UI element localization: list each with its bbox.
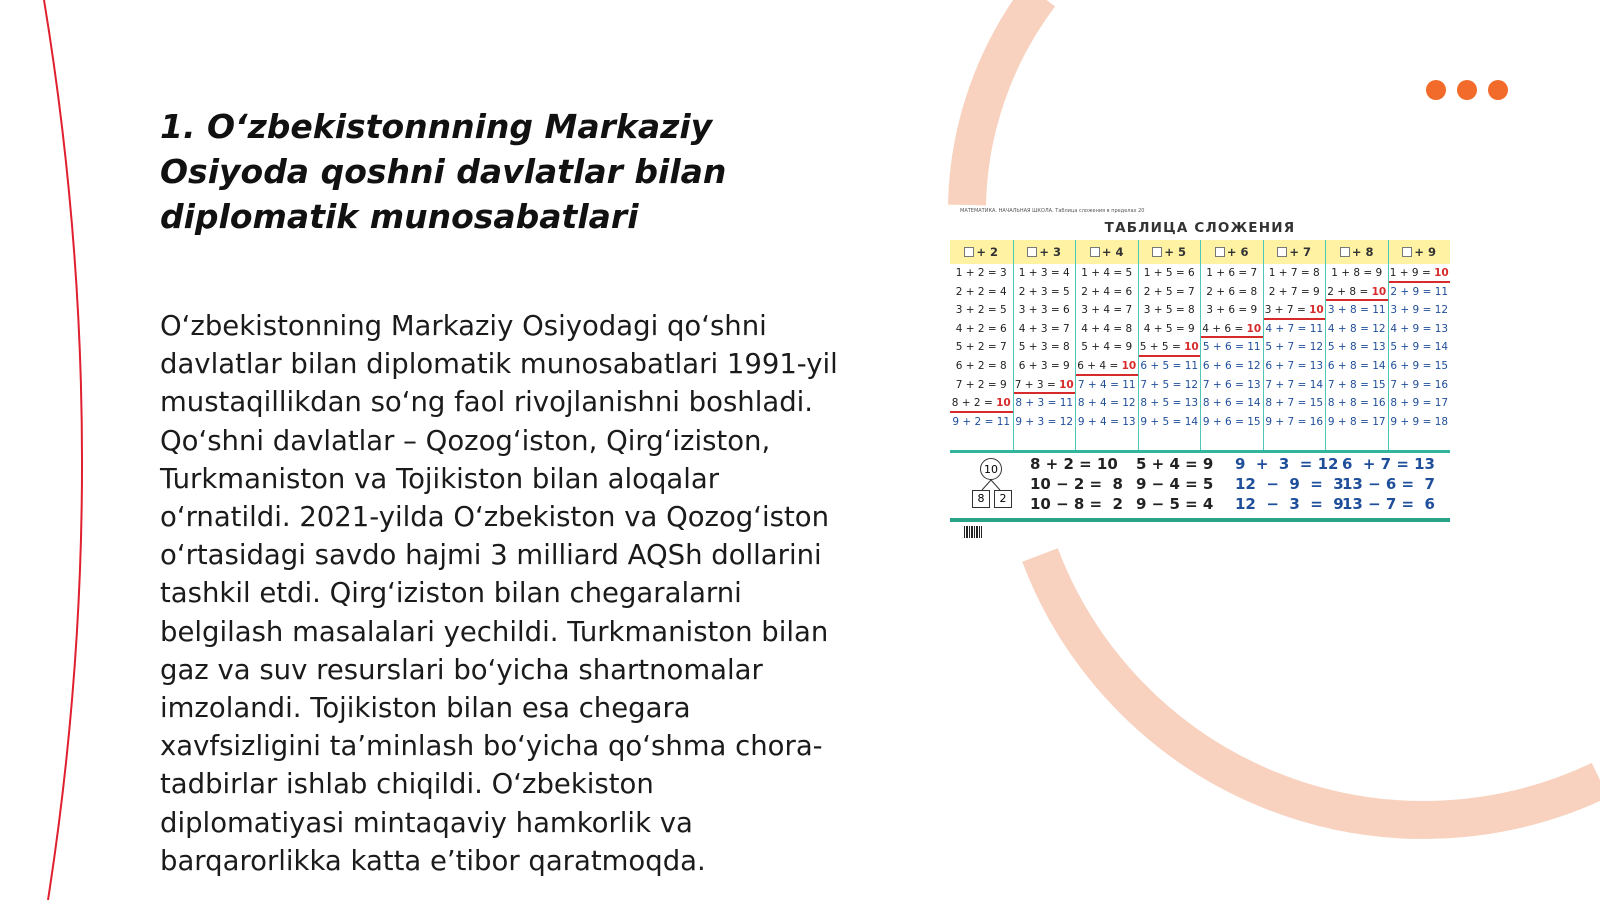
addition-column bbox=[950, 240, 1013, 452]
poster-title: ТАБЛИЦА СЛОЖЕНИЯ bbox=[1104, 220, 1296, 236]
addition-fact: 2 + 7 = 9 bbox=[1268, 285, 1320, 298]
addition-fact: 6 + 4 = 10 bbox=[1076, 357, 1138, 376]
left-accent-curve bbox=[44, 0, 82, 900]
addition-fact: 1 + 7 = 8 bbox=[1268, 267, 1320, 279]
addition-fact: 8 + 2 = 10 bbox=[950, 394, 1013, 413]
column-header: + 2 bbox=[950, 240, 1013, 264]
addition-fact: 4 + 9 = 13 bbox=[1390, 322, 1449, 335]
whole-number-circle: 10 bbox=[980, 458, 1002, 480]
column-header: + 6 bbox=[1201, 240, 1263, 264]
orange-ring-arc-lower bbox=[1040, 555, 1600, 820]
addition-fact: 2 + 3 = 5 bbox=[1018, 285, 1070, 298]
addition-column bbox=[1388, 240, 1451, 452]
equation-line: 10 − 8 = 2 bbox=[1030, 495, 1123, 513]
addition-fact: 5 + 7 = 12 bbox=[1265, 341, 1324, 354]
addition-fact: 6 + 9 = 15 bbox=[1390, 359, 1449, 372]
addition-fact: 3 + 9 = 12 bbox=[1390, 304, 1449, 317]
addition-grid bbox=[950, 240, 1450, 452]
addition-fact: 1 + 3 = 4 bbox=[1018, 267, 1070, 279]
addition-fact: 8 + 3 = 11 bbox=[1015, 397, 1074, 410]
orange-ring-arc bbox=[967, 0, 1040, 205]
addition-fact: 5 + 5 = 10 bbox=[1139, 338, 1201, 357]
column-header: + 3 bbox=[1014, 240, 1076, 264]
addition-column bbox=[1263, 240, 1326, 452]
addition-column bbox=[1200, 240, 1263, 452]
addition-column bbox=[1138, 240, 1201, 452]
addition-fact: 4 + 7 = 11 bbox=[1265, 322, 1324, 335]
orange-dot bbox=[1426, 80, 1446, 100]
addition-fact: 6 + 6 = 12 bbox=[1202, 359, 1261, 372]
equation-line: 13 − 7 = 6 bbox=[1342, 495, 1435, 513]
addition-fact: 4 + 3 = 7 bbox=[1018, 322, 1070, 335]
addition-fact: 7 + 5 = 12 bbox=[1140, 378, 1199, 391]
column-header: + 8 bbox=[1326, 240, 1388, 264]
addition-column bbox=[1075, 240, 1138, 452]
addition-fact: 8 + 5 = 13 bbox=[1140, 397, 1199, 410]
equation-line: 9 + 3 = 12 bbox=[1235, 455, 1339, 473]
addition-fact: 8 + 7 = 15 bbox=[1265, 397, 1324, 410]
addition-table-image bbox=[950, 206, 1450, 544]
addition-fact: 6 + 5 = 11 bbox=[1140, 359, 1199, 372]
blank-box-icon bbox=[1277, 247, 1287, 257]
equation-line: 9 − 4 = 5 bbox=[1136, 475, 1214, 493]
equation-line: 6 + 7 = 13 bbox=[1342, 455, 1435, 473]
addition-fact: 7 + 7 = 14 bbox=[1265, 378, 1324, 391]
equation-line: 8 + 2 = 10 bbox=[1030, 455, 1118, 473]
barcode-icon bbox=[964, 526, 982, 538]
equation-line: 12 − 3 = 9 bbox=[1235, 495, 1344, 513]
addition-fact: 9 + 4 = 13 bbox=[1077, 415, 1136, 428]
blank-box-icon bbox=[1090, 247, 1100, 257]
addition-fact: 1 + 2 = 3 bbox=[955, 267, 1007, 279]
addition-fact: 4 + 8 = 12 bbox=[1327, 322, 1386, 335]
addition-fact: 5 + 9 = 14 bbox=[1390, 341, 1449, 354]
addition-fact: 6 + 7 = 13 bbox=[1265, 359, 1324, 372]
divider-line bbox=[950, 450, 1450, 453]
addition-fact: 4 + 4 = 8 bbox=[1081, 322, 1133, 335]
addition-fact: 2 + 8 = 10 bbox=[1326, 283, 1388, 302]
addition-fact: 7 + 9 = 16 bbox=[1390, 378, 1449, 391]
example-equations bbox=[1030, 454, 1123, 514]
column-header: + 4 bbox=[1076, 240, 1138, 264]
addition-fact: 3 + 2 = 5 bbox=[955, 304, 1007, 317]
equation-line: 13 − 6 = 7 bbox=[1342, 475, 1435, 493]
addition-column bbox=[1325, 240, 1388, 452]
addition-fact: 8 + 6 = 14 bbox=[1202, 397, 1261, 410]
blank-box-icon bbox=[1402, 247, 1412, 257]
number-decomposition bbox=[968, 456, 1018, 514]
equation-line: 12 − 9 = 3 bbox=[1235, 475, 1344, 493]
addition-fact: 3 + 3 = 6 bbox=[1018, 304, 1070, 317]
example-equations bbox=[1342, 454, 1435, 514]
addition-fact: 9 + 7 = 16 bbox=[1265, 415, 1324, 428]
addition-fact: 9 + 9 = 18 bbox=[1390, 415, 1449, 428]
addition-fact: 4 + 2 = 6 bbox=[955, 322, 1007, 335]
example-equations bbox=[1136, 454, 1213, 514]
addition-fact: 1 + 5 = 6 bbox=[1143, 267, 1195, 279]
addition-fact: 5 + 8 = 13 bbox=[1327, 341, 1386, 354]
column-header: + 7 bbox=[1264, 240, 1326, 264]
decorative-dots bbox=[1426, 80, 1508, 100]
addition-fact: 7 + 3 = 10 bbox=[1014, 376, 1076, 395]
equation-line: 5 + 4 = 9 bbox=[1136, 455, 1214, 473]
addition-fact: 4 + 5 = 9 bbox=[1143, 322, 1195, 335]
addition-fact: 9 + 5 = 14 bbox=[1140, 415, 1199, 428]
blank-box-icon bbox=[1027, 247, 1037, 257]
addition-fact: 7 + 6 = 13 bbox=[1202, 378, 1261, 391]
addition-fact: 4 + 6 = 10 bbox=[1201, 320, 1263, 339]
addition-fact: 7 + 2 = 9 bbox=[955, 378, 1007, 391]
addition-fact: 2 + 4 = 6 bbox=[1081, 285, 1133, 298]
addition-fact: 5 + 3 = 8 bbox=[1018, 341, 1070, 354]
part-box: 8 bbox=[972, 490, 990, 508]
blank-box-icon bbox=[1340, 247, 1350, 257]
addition-fact: 3 + 6 = 9 bbox=[1206, 304, 1258, 317]
addition-fact: 6 + 2 = 8 bbox=[955, 359, 1007, 372]
addition-fact: 8 + 8 = 16 bbox=[1327, 397, 1386, 410]
blank-box-icon bbox=[1215, 247, 1225, 257]
addition-fact: 1 + 8 = 9 bbox=[1331, 267, 1383, 279]
addition-fact: 2 + 5 = 7 bbox=[1143, 285, 1195, 298]
equation-line: 10 − 2 = 8 bbox=[1030, 475, 1123, 493]
addition-fact: 3 + 5 = 8 bbox=[1143, 304, 1195, 317]
addition-fact: 1 + 6 = 7 bbox=[1206, 267, 1258, 279]
bottom-line bbox=[950, 518, 1450, 522]
example-equations bbox=[1235, 454, 1344, 514]
column-header: + 5 bbox=[1139, 240, 1201, 264]
column-header: + 9 bbox=[1389, 240, 1451, 264]
equation-line: 9 − 5 = 4 bbox=[1136, 495, 1214, 513]
addition-fact: 7 + 4 = 11 bbox=[1077, 378, 1136, 391]
orange-dot bbox=[1488, 80, 1508, 100]
addition-fact: 6 + 8 = 14 bbox=[1327, 359, 1386, 372]
addition-fact: 9 + 6 = 15 bbox=[1202, 415, 1261, 428]
addition-fact: 2 + 9 = 11 bbox=[1390, 285, 1449, 298]
addition-fact: 8 + 4 = 12 bbox=[1077, 397, 1136, 410]
addition-fact: 8 + 9 = 17 bbox=[1390, 397, 1449, 410]
slide-title: 1. O‘zbekistonnning Markaziy Osiyoda qoshni davlatlar bilan diplomatik munosabatlari bbox=[160, 107, 727, 236]
addition-fact: 6 + 3 = 9 bbox=[1018, 359, 1070, 372]
blank-box-icon bbox=[1152, 247, 1162, 257]
addition-fact: 9 + 8 = 17 bbox=[1327, 415, 1386, 428]
addition-fact: 1 + 4 = 5 bbox=[1081, 267, 1133, 279]
addition-fact: 2 + 6 = 8 bbox=[1206, 285, 1258, 298]
addition-fact: 9 + 2 = 11 bbox=[952, 415, 1011, 428]
addition-fact: 5 + 2 = 7 bbox=[955, 341, 1007, 354]
addition-fact: 3 + 4 = 7 bbox=[1081, 304, 1133, 317]
addition-column bbox=[1013, 240, 1076, 452]
addition-fact: 2 + 2 = 4 bbox=[955, 285, 1007, 298]
part-box: 2 bbox=[994, 490, 1012, 508]
blank-box-icon bbox=[964, 247, 974, 257]
addition-fact: 5 + 6 = 11 bbox=[1202, 341, 1261, 354]
addition-fact: 1 + 9 = 10 bbox=[1389, 264, 1451, 283]
slide-body-text: O‘zbekistonning Markaziy Osiyodagi qo‘shni davlatlar bilan diplomatik munosabatlari 1991-yil mustaqillikdan so‘ng faol rivojlanishni boshladi. Qo‘shni davlatlar – Qozog‘iston, Qirg‘iziston, Turkmaniston va Tojikiston bilan aloqalar o‘rnatildi. 2021-yilda O‘zbekiston va Qozog‘iston o‘rtasidagi savdo hajmi 3 milliard AQSh dollarini tashkil etdi. Qirg‘iziston bilan chegaralarni belgilash masalalari yechildi. Turkmaniston bilan gaz va suv resurslari bo‘yicha shartnomalar imzolandi. Tojikiston bilan esa chegara xavfsizligini ta’minlash bo‘yicha qo‘shma chora-tadbirlar ishlab chiqildi. O‘zbekiston diplomatiyasi mintaqaviy hamkorlik va barqarorlikka katta e’tibor qaratmoqda. bbox=[160, 310, 838, 877]
addition-fact: 5 + 4 = 9 bbox=[1081, 341, 1133, 354]
poster-header-small: МАТЕМАТИКА. НАЧАЛЬНАЯ ШКОЛА. Таблица сложения в пределах 20 bbox=[960, 208, 1145, 214]
addition-fact: 3 + 7 = 10 bbox=[1264, 301, 1326, 320]
addition-fact: 9 + 3 = 12 bbox=[1015, 415, 1074, 428]
orange-dot bbox=[1457, 80, 1477, 100]
addition-fact: 7 + 8 = 15 bbox=[1327, 378, 1386, 391]
addition-fact: 3 + 8 = 11 bbox=[1327, 304, 1386, 317]
